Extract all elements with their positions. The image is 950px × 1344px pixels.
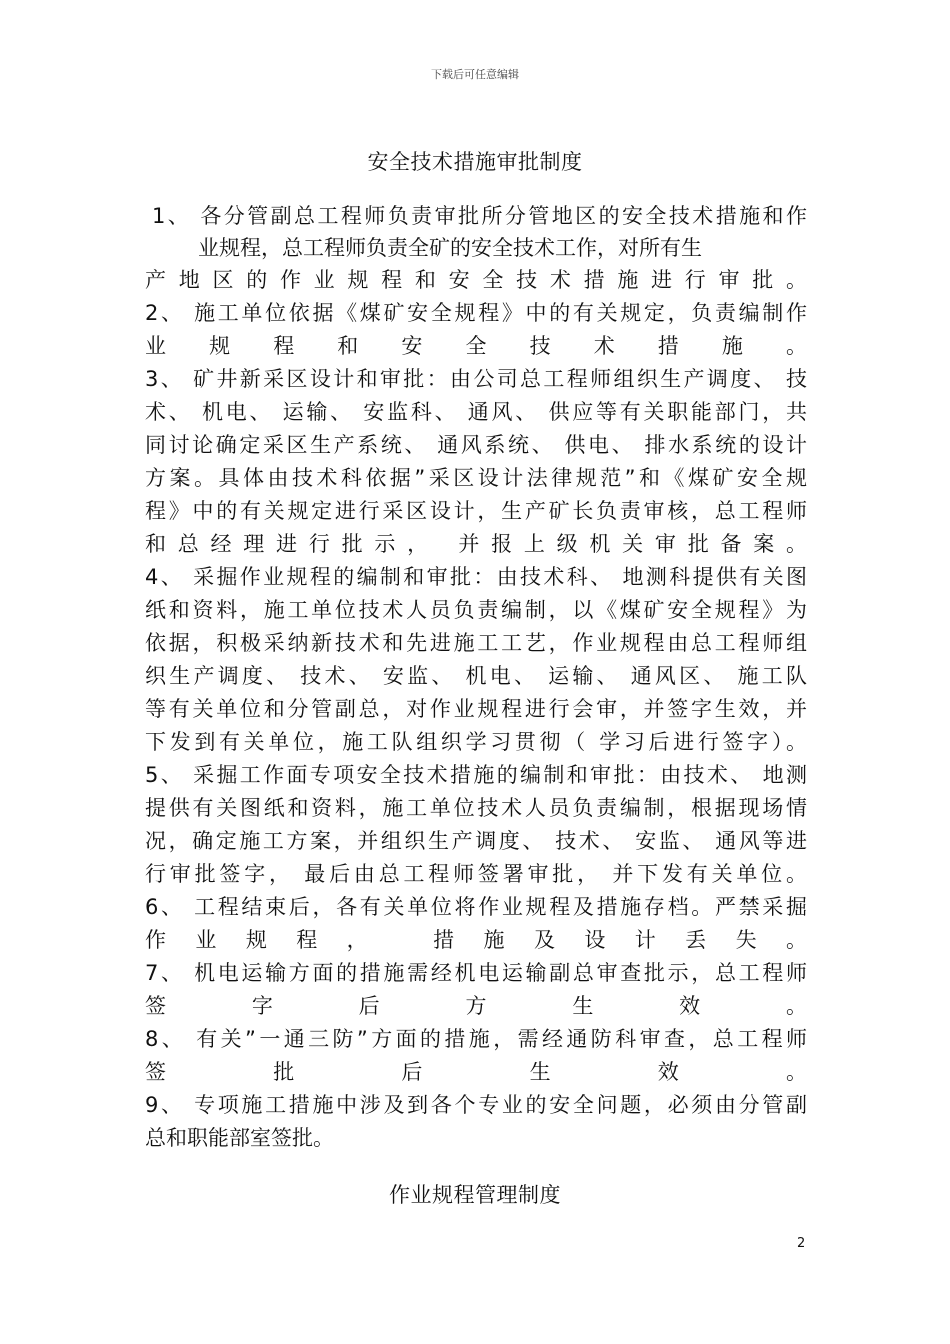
text-line: 况，确定施工方案，并组织生产调度、 技术、 安监、 通风等进 — [145, 829, 807, 853]
text-line: 4、 采掘作业规程的编制和审批：由技术科、 地测科提供有关图 — [145, 565, 807, 589]
text-line: 9、 专项施工措施中涉及到各个专业的安全问题，必须由分管副 — [145, 1093, 807, 1117]
text-line: 纸和资料，施工单位技术人员负责编制，以《煤矿安全规程》为 — [145, 598, 807, 622]
text-line: 签字后方生效。 — [145, 994, 807, 1018]
text-line: 行审批签字， 最后由总工程师签署审批， 并下发有关单位。 — [145, 862, 807, 886]
text-line: 5、 采掘工作面专项安全技术措施的编制和审批：由技术、 地测 — [145, 763, 807, 787]
text-line: 下发到有关单位，施工队组织学习贯彻（ 学习后进行签字）。 — [145, 730, 807, 754]
text-line: 2、 施工单位依据《煤矿安全规程》中的有关规定，负责编制作 — [145, 301, 807, 325]
text-line: 1、 各分管副总工程师负责审批所分管地区的安全技术措施和作 — [152, 204, 807, 228]
text-line: 提供有关图纸和资料，施工单位技术人员负责编制，根据现场情 — [145, 796, 807, 820]
text-line: 同讨论确定采区生产系统、 通风系统、 供电、 排水系统的设计 — [145, 433, 807, 457]
text-line: 3、 矿井新采区设计和审批：由公司总工程师组织生产调度、 技 — [145, 367, 807, 391]
text-line: 方案。具体由技术科依据”采区设计法律规范”和《煤矿安全规 — [145, 466, 807, 490]
text-line: 业规程，总工程师负责全矿的安全技术工作，对所有生 — [198, 236, 702, 260]
text-line: 签批后生效。 — [145, 1060, 807, 1084]
page-number: 2 — [797, 1236, 806, 1251]
text-line: 7、 机电运输方面的措施需经机电运输副总审查批示，总工程师 — [145, 961, 807, 985]
text-line: 依据，积极采纳新技术和先进施工工艺，作业规程由总工程师组 — [145, 631, 807, 655]
text-line: 程》中的有关规定进行采区设计，生产矿长负责审核，总工程师 — [145, 499, 807, 523]
text-line: 术、 机电、 运输、 安监科、 通风、 供应等有关职能部门，共 — [145, 400, 807, 424]
text-line: 作业规程， 措施及设计丢失。 — [145, 928, 807, 952]
text-line: 织生产调度、 技术、 安监、 机电、 运输、 通风区、 施工队 — [145, 664, 807, 688]
text-line: 6、 工程结束后，各有关单位将作业规程及措施存档。严禁采掘 — [145, 895, 807, 919]
text-line: 和总经理进行批示， 并报上级机关审批备案。 — [145, 532, 807, 556]
section-title: 作业规程管理制度 — [389, 1183, 561, 1207]
text-line: 业规程和安全技术措施。 — [145, 334, 807, 358]
page-header: 下载后可任意编辑 — [431, 68, 519, 81]
document-title: 安全技术措施审批制度 — [367, 150, 583, 174]
text-line: 总和职能部室签批。 — [145, 1126, 334, 1150]
text-line: 8、 有关”一通三防”方面的措施，需经通防科审查，总工程师 — [145, 1027, 807, 1051]
text-line: 等有关单位和分管副总，对作业规程进行会审，并签字生效，并 — [145, 697, 807, 721]
text-line: 产地区的作业规程和安全技术措施进行审批。 — [145, 268, 807, 292]
